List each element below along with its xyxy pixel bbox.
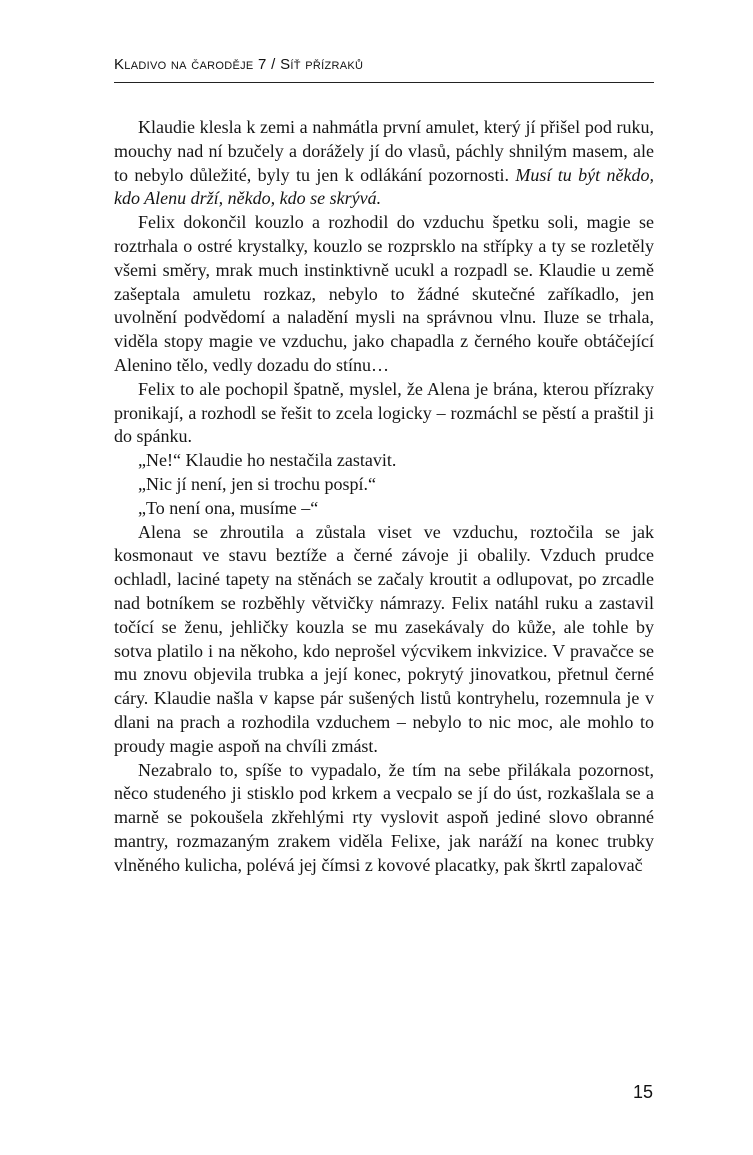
dialogue-line-1: „Ne!“ Klaudie ho nestačila zastavit. [138,450,397,471]
page-number: 15 [632,1082,653,1102]
running-title: Kladivo na čaroděje 7 / Síť přízraků [114,56,364,73]
paragraph-5: Nezabralo to, spíše to vypadalo, že tím na sebe přilákala pozornost, něco studeného ji stisklo pod krkem a vecpalo se jí do úst, rozkašlala se a marně se pokoušela zkřehlými rty vyslovit aspoň jediné slovo obranné mantry, rozmazaným zrakem viděla Felixe, jak naráží na konec trubky vlněného kulicha, polévá jej čímsi z kovové placatky, pak škrtl zapalovač [114,759,654,875]
paragraph-1 [114,116,654,211]
paragraph-1-italic-thought: Musí tu být někdo, kdo Alenu drží, někdo, kdo se skrývá. [114,164,654,209]
paragraph-2: Felix dokončil kouzlo a rozhodil do vzduchu špetku soli, magie se roztrhala o ostré krystalky, kouzlo se rozprsklo na střípky a ty se rozletěly všemi směry, mrak much instinktivně ucukl a rozpadl se. Klaudie u země zašeptala amuletu rozkaz, nebylo to žádné skutečné zaříkadlo, jen uvolnění podvědomí a naladění mysli na správnou vlnu. Iluze se trhala, viděla stopy magie ve vzduchu, jako chapadla z černého kouře obtáčející Alenino tělo, vedly dozadu do stínu… [114,212,654,375]
paragraph-4: Alena se zhroutila a zůstala viset ve vzduchu, roztočila se jak kosmonaut ve stavu beztíže a černé závoje ji obalily. Vzduch prudce ochladl, laciné tapety na stěnách se začaly kroutit a odlupovat, po zrcadle nad botníkem se rozběhly větvičky námrazy. Felix natáhl ruku a zastavil točící se ženu, jehličky kouzla se mu zasekávaly do kůže, ale tohle by sotva platilo i na někoho, kdo neprošel výcvikem inkvizice. V pravačce se mu znovu objevila trubka a její konec, pokrytý jinovatkou, přetnul černé cáry. Klaudie našla v kapse pár sušených listů kontryhelu, rozemnula je v dlani na prach a rozhodila vzduchem – nebylo to nic moc, ale mohlo to proudy magie aspoň na chvíli zmást. [114,521,654,756]
running-header [114,56,654,83]
dialogue-line-3: „To není ona, musíme –“ [138,497,319,518]
paragraph-1-text: Klaudie klesla k zemi a nahmátla první amulet, který jí přišel pod ruku, mouchy nad ní bzučely a dorážely jí do vlasů, páchly shnilým masem, ale to nebylo důležité, byly tu jen k odlákání pozornosti. [114,117,654,185]
body-text [114,116,654,878]
paragraph-3: Felix to ale pochopil špatně, myslel, že Alena je brána, kterou přízraky pronikají, a rozhodl se řešit to zcela logicky – rozmáchl se pěstí a praštil ji do spánku. [114,378,654,447]
dialogue-line-2: „Nic jí není, jen si trochu pospí.“ [138,473,376,494]
